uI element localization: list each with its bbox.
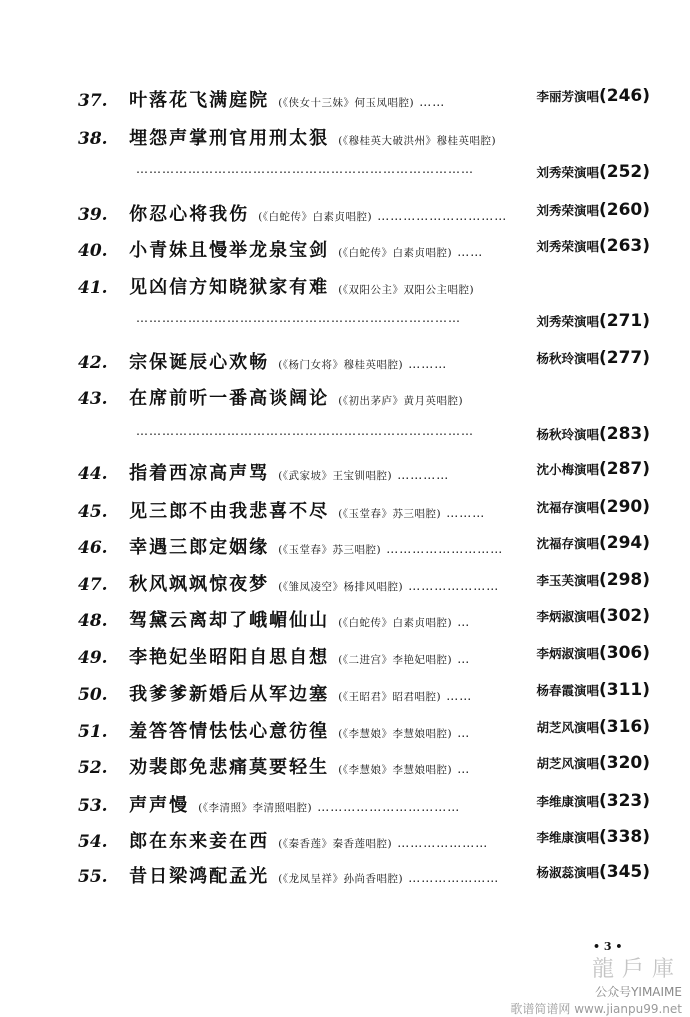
entry-singer: 沈福存演唱 — [536, 500, 599, 515]
entry-number: 40. — [78, 241, 108, 261]
entry-source: (《玉堂春》苏三唱腔) — [278, 544, 382, 556]
entry-singer: 沈小梅演唱 — [536, 462, 599, 477]
entry-singer: 沈福存演唱 — [536, 536, 599, 551]
entry-singer: 杨秋玲演唱 — [536, 427, 599, 442]
leader-dots: … — [457, 652, 471, 666]
entry-title: 昔日梁鸿配孟光 — [129, 866, 270, 887]
entry-page: (316) — [598, 717, 650, 737]
toc-entry — [78, 236, 650, 262]
entry-source: (《李慧娘》李慧娘唱腔) — [338, 728, 453, 740]
entry-singer: 杨秋玲演唱 — [536, 351, 599, 366]
entry-number: 54. — [78, 832, 108, 852]
entry-number: 47. — [78, 575, 108, 595]
entry-number: 52. — [78, 758, 108, 778]
entry-page: (338) — [598, 827, 650, 847]
leader-dots: … — [457, 762, 471, 776]
entry-singer: 刘秀荣演唱 — [536, 239, 599, 254]
entry-page: (345) — [598, 862, 650, 882]
leader-dots: …… — [446, 689, 473, 703]
leader-dots: … — [457, 726, 471, 740]
page-number: • 3 • — [593, 940, 623, 953]
entry-source: (《穆桂英大破洪州》穆桂英唱腔) — [338, 135, 497, 147]
leader-dots: ……… — [446, 506, 486, 520]
entry-title: 指着西凉高声骂 — [129, 463, 270, 484]
leader-dots: …………………………………………………………………… — [136, 162, 474, 176]
toc-entry — [78, 717, 650, 743]
entry-singer: 李维康演唱 — [536, 830, 599, 845]
entry-title: 郎在东来妾在西 — [129, 831, 270, 852]
entry-title: 羞答答情怯怯心意彷徨 — [129, 721, 330, 742]
entry-source: (《初出茅庐》黄月英唱腔) — [338, 395, 464, 407]
entry-number: 49. — [78, 648, 108, 668]
leader-dots: ………………………… — [377, 209, 508, 223]
entry-number: 38. — [78, 129, 108, 149]
toc-entry — [78, 273, 650, 331]
entry-number: 41. — [78, 278, 108, 298]
entry-source: (《武家坡》王宝钏唱腔) — [278, 470, 393, 482]
entry-singer: 杨春霞演唱 — [536, 683, 599, 698]
entry-title: 劝裴郎免悲痛莫要轻生 — [129, 757, 330, 778]
toc-entry — [78, 459, 650, 485]
toc-entry — [78, 827, 650, 853]
entry-title: 你忍心将我伤 — [129, 204, 250, 225]
entry-title: 叶落花飞满庭院 — [129, 90, 270, 111]
entry-page: (311) — [598, 680, 650, 700]
toc-entry — [78, 680, 650, 706]
toc-entry — [78, 124, 650, 182]
leader-dots: ………… — [397, 468, 450, 482]
toc-entry — [78, 606, 650, 632]
entry-singer: 刘秀荣演唱 — [536, 203, 599, 218]
leader-dots: … — [457, 615, 471, 629]
entry-page: (246) — [598, 86, 650, 106]
entry-singer: 李丽芳演唱 — [536, 89, 599, 104]
entry-singer: 胡芝风演唱 — [536, 720, 599, 735]
entry-singer: 李炳淑演唱 — [536, 609, 599, 624]
entry-singer: 李维康演唱 — [536, 794, 599, 809]
leader-dots: …… — [457, 245, 484, 259]
entry-singer: 杨淑蕊演唱 — [536, 865, 599, 880]
entry-singer: 刘秀荣演唱 — [536, 165, 599, 180]
entry-singer: 胡芝风演唱 — [536, 756, 599, 771]
entry-source: (《白蛇传》白素贞唱腔) — [258, 211, 373, 223]
leader-dots: ………………… — [408, 579, 500, 593]
leader-dots: ……… — [408, 357, 448, 371]
entry-number: 44. — [78, 464, 108, 484]
entry-source: (《雏凤凌空》杨排风唱腔) — [278, 581, 404, 593]
entry-page: (294) — [598, 533, 650, 553]
leader-dots: …… — [419, 95, 446, 109]
toc-entry — [78, 348, 650, 374]
entry-page: (263) — [598, 236, 650, 256]
entry-page: (320) — [598, 753, 650, 773]
leader-dots: …………………………… — [317, 800, 461, 814]
toc-entry — [78, 570, 650, 596]
entry-title: 见三郎不由我悲喜不尽 — [129, 501, 330, 522]
entry-title: 见凶信方知晓狱家有难 — [129, 277, 330, 298]
entry-source: (《白蛇传》白素贞唱腔) — [338, 617, 453, 629]
entry-source: (《白蛇传》白素贞唱腔) — [338, 247, 453, 259]
entry-number: 46. — [78, 538, 108, 558]
entry-number: 55. — [78, 867, 108, 887]
toc-entry — [78, 384, 650, 444]
entry-singer: 李炳淑演唱 — [536, 646, 599, 661]
leader-dots: ………………… — [397, 836, 489, 850]
entry-title: 驾黛云离却了峨嵋仙山 — [129, 610, 330, 631]
entry-page: (277) — [598, 348, 650, 368]
entry-source: (《玉堂春》苏三唱腔) — [338, 508, 442, 520]
entry-title: 秋风飒飒惊夜梦 — [129, 574, 270, 595]
entry-number: 48. — [78, 611, 108, 631]
toc-entry — [78, 533, 650, 559]
toc-entry — [78, 497, 650, 523]
entry-source: (《王昭君》昭君唱腔) — [338, 691, 442, 703]
entry-page: (287) — [598, 459, 650, 479]
watermark-line-2: 歌谱简谱网 www.jianpu99.net — [510, 1002, 682, 1016]
entry-number: 45. — [78, 502, 108, 522]
entry-source: (《侠女十三妹》何玉凤唱腔) — [278, 97, 415, 109]
entry-page: (323) — [598, 791, 650, 811]
entry-number: 37. — [78, 91, 108, 111]
toc-entry — [78, 753, 650, 779]
entry-source: (《李慧娘》李慧娘唱腔) — [338, 764, 453, 776]
toc-entry — [78, 643, 650, 669]
entry-source: (《二进宫》李艳妃唱腔) — [338, 654, 453, 666]
entry-page: (283) — [598, 424, 650, 444]
entry-title: 小青妹且慢举龙泉宝剑 — [129, 240, 330, 261]
entry-title: 李艳妃坐昭阳自思自想 — [129, 647, 330, 668]
entry-source: (《杨门女将》穆桂英唱腔) — [278, 359, 404, 371]
entry-number: 51. — [78, 722, 108, 742]
entry-singer: 李玉芙演唱 — [536, 573, 599, 588]
leader-dots: ………………… — [408, 871, 500, 885]
entry-number: 50. — [78, 685, 108, 705]
entry-source: (《李清照》李清照唱腔) — [198, 802, 313, 814]
toc-entry — [78, 86, 650, 112]
entry-source: (《龙凤呈祥》孙尚香唱腔) — [278, 873, 404, 885]
watermark-line-1: 公众号YIMAIME — [595, 985, 682, 999]
entry-number: 43. — [78, 389, 108, 409]
entry-title: 幸遇三郎定姻缘 — [129, 537, 270, 558]
entry-page: (271) — [598, 311, 650, 331]
entry-source: (《双阳公主》双阳公主唱腔) — [338, 284, 475, 296]
toc-entry — [78, 791, 650, 817]
leader-dots: ………………………………………………………………… — [136, 311, 461, 325]
watermark-logo: 龍戶庫 — [591, 957, 682, 982]
entry-title: 在席前听一番高谈阔论 — [129, 388, 330, 409]
entry-singer: 刘秀荣演唱 — [536, 314, 599, 329]
entry-number: 53. — [78, 796, 108, 816]
entry-number: 39. — [78, 205, 108, 225]
entry-page: (252) — [598, 162, 650, 182]
watermark — [510, 952, 682, 1017]
entry-source: (《秦香莲》秦香莲唱腔) — [278, 838, 393, 850]
entry-page: (306) — [598, 643, 650, 663]
entry-page: (260) — [598, 200, 650, 220]
entry-title: 声声慢 — [129, 795, 190, 816]
entry-number: 42. — [78, 353, 108, 373]
leader-dots: ……………………… — [386, 542, 504, 556]
toc-entry — [78, 200, 650, 226]
entry-title: 宗保诞辰心欢畅 — [129, 352, 270, 373]
entry-page: (298) — [598, 570, 650, 590]
entry-title: 我爹爹新婚后从军边塞 — [129, 684, 330, 705]
entry-title: 埋怨声掌刑官用刑太狠 — [129, 128, 330, 149]
entry-page: (290) — [598, 497, 650, 517]
entry-page: (302) — [598, 606, 650, 626]
toc-entry — [78, 862, 650, 888]
leader-dots: …………………………………………………………………… — [136, 424, 474, 438]
